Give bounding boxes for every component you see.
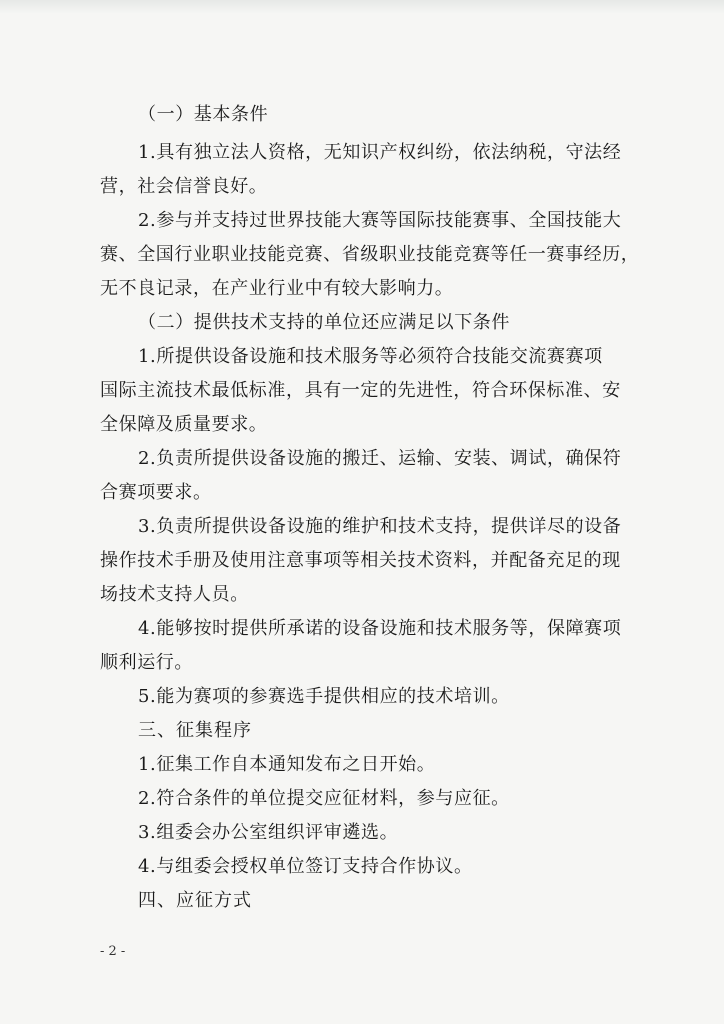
paragraph-line: 4.能够按时提供所承诺的设备设施和技术服务等，保障赛项 — [138, 618, 622, 639]
subheading-tech-support-conditions: （二）提供技术支持的单位还应满足以下条件 — [138, 312, 510, 333]
paragraph-line: 2.符合条件的单位提交应征材料，参与应征。 — [138, 788, 510, 809]
section-heading-collection-procedure: 三、征集程序 — [138, 720, 252, 741]
paragraph-line: 3.负责所提供设备设施的维护和技术支持，提供详尽的设备 — [138, 516, 622, 537]
paragraph-line: 1.征集工作自本通知发布之日开始。 — [138, 754, 436, 775]
paragraph-line: 操作技术手册及使用注意事项等相关技术资料，并配备充足的现 — [100, 550, 621, 571]
subheading-basic-conditions: （一）基本条件 — [138, 104, 269, 125]
paragraph-line: 2.参与并支持过世界技能大赛等国际技能赛事、全国技能大 — [138, 210, 622, 231]
paragraph-line: 无不良记录，在产业行业中有较大影响力。 — [100, 278, 454, 299]
paragraph-line: 1.所提供设备设施和技术服务等必须符合技能交流赛赛项 — [138, 346, 603, 367]
paragraph-line: 1.具有独立法人资格，无知识产权纠纷，依法纳税，守法经 — [138, 142, 622, 163]
paragraph-line: 场技术支持人员。 — [100, 584, 249, 605]
scan-edge — [0, 0, 724, 14]
paragraph-line: 4.与组委会授权单位签订支持合作协议。 — [138, 856, 473, 877]
paragraph-line: 赛、全国行业职业技能竞赛、省级职业技能竞赛等任一赛事经历， — [100, 244, 640, 265]
paragraph-line: 全保障及质量要求。 — [100, 414, 268, 435]
section-heading-application-method: 四、应征方式 — [138, 890, 252, 911]
paragraph-line: 2.负责所提供设备设施的搬迁、运输、安装、调试，确保符 — [138, 448, 622, 469]
paragraph-line: 3.组委会办公室组织评审遴选。 — [138, 822, 399, 843]
paragraph-line: 5.能为赛项的参赛选手提供相应的技术培训。 — [138, 686, 510, 707]
paragraph-line: 营，社会信誉良好。 — [100, 176, 268, 197]
paragraph-line: 合赛项要求。 — [100, 482, 212, 503]
paragraph-line: 顺利运行。 — [100, 652, 193, 673]
paragraph-line: 国际主流技术最低标准，具有一定的先进性，符合环保标准、安 — [100, 380, 621, 401]
page-number: - 2 - — [100, 944, 126, 959]
